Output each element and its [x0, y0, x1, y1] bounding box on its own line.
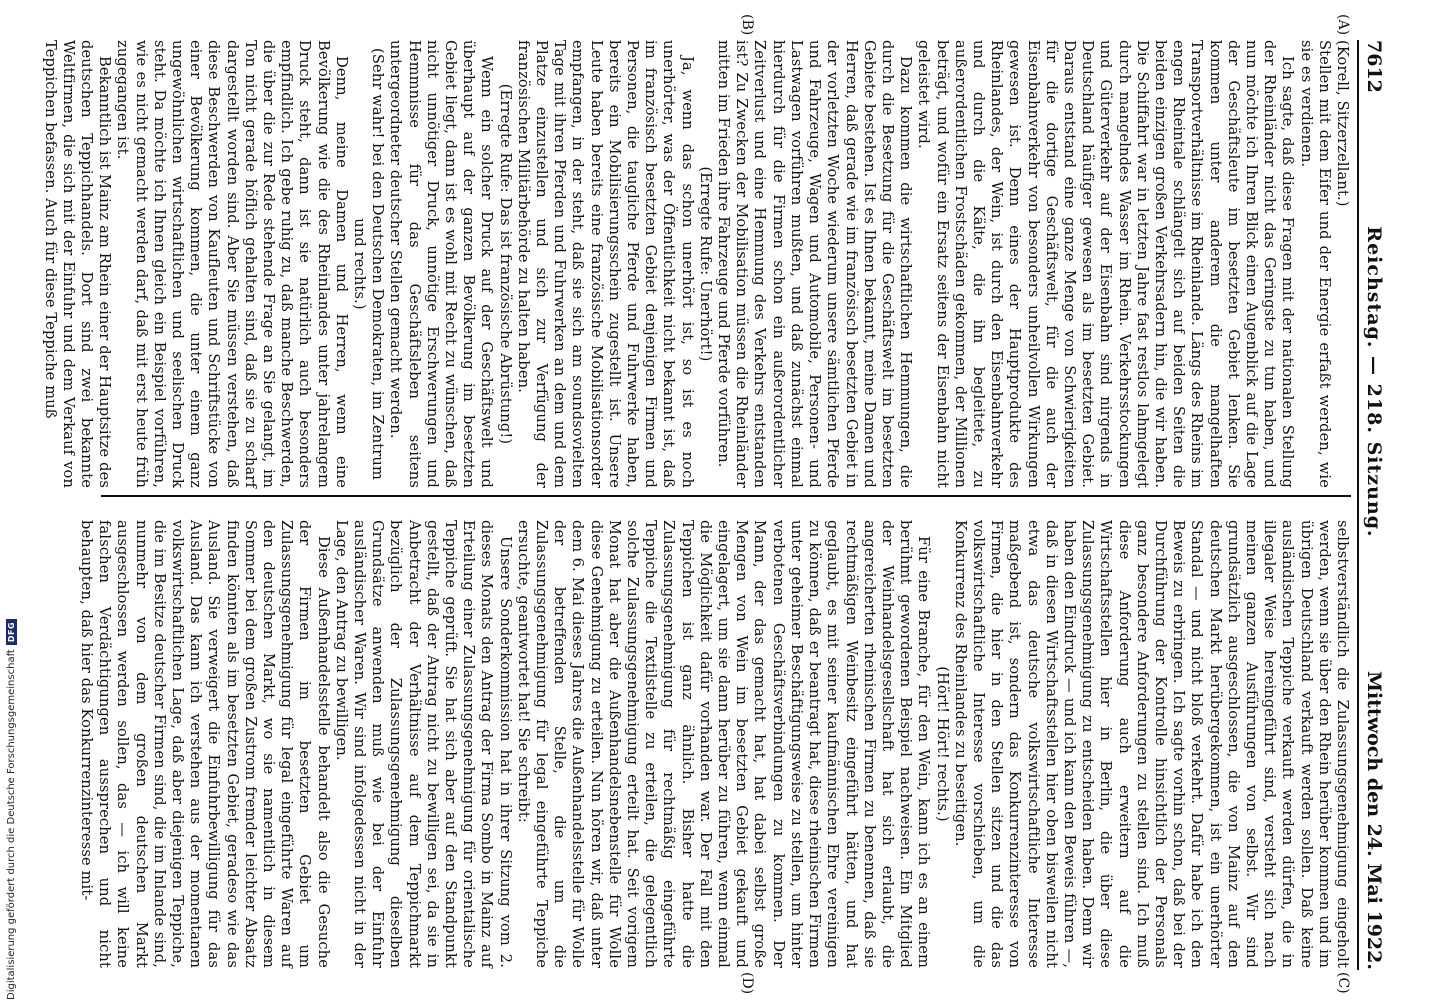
- paragraph: (Erregte Rufe: Unerhört!): [696, 166, 714, 362]
- margin-marker-b: (B): [739, 14, 755, 36]
- margin-marker-c: (C): [1335, 972, 1351, 994]
- paragraph: Dazu kommen die wirtschaftlichen Hemmungen, die durch die Besetzung für die Geschäftswelt im besetzten Gebiete bestehen. Ist es Ihnen bekannt, meine Damen und Herren, daß gerade wie im französisch besetzten Gebiet in der vorletzten Woche wiederum unsere sämtlichen Pferde und Fahrzeuge, Wagen und Automobile, Personen- und Lastwagen vorführen mußten, und daß zunächst einmal hierdurch für die Firmen schon ein außerordentlicher Zeitverlust und eine Hemmung des Verkehrs entstanden ist? Zu Zwecken der Mobilisation müssen die Rheinländer mitten im Frieden ihre Fahrzeuge und Pferde vorführen.: [715, 40, 915, 488]
- column-divider: [101, 495, 1351, 497]
- paragraph: Stellen mit dem Eifer und der Energie erfaßt werden, wie sie es verdienen.: [1297, 40, 1333, 488]
- paragraph: Ich sagte, daß diese Fragen mit der nationalen Stellung der Rheinländer nicht das Geringste zu tun haben, und nun möchte ich Ihren Blick einen Augenblick auf die Lage der Geschäftsleute im besetzten Gebiet lenken. Sie kommen unter anderem die mangelhaften Transportverhältnisse im Rheinlande. Längs des Rheins im engen Rheintale schlängelt sich auf beiden Seiten die beiden einzigen großen Verkehrsadern hin, die wir haben. Die Schiffahrt war in letzten Jahre fast restlos lahmgelegt durch mangelndes Wasser im Rhein. Verkehrsstockungen und Güterverkehr auf der Eisenbahn sind nirgends in Deutschland häufiger gewesen als im besetzten Gebiet. Daraus entstand eine ganze Menge von Schwierigkeiten für die dortige Geschäftswelt, für die auch der Eisenbahnverkehr von besonders unheilvollen Wirkungen gewesen ist. Denn eines der Hauptprodukte des Rheinlandes, der Wein, ist durch den Eisenbahnverkehr und durch die Kälte, die ihn begleitete, zu außerordentlichen Frostschäden gekommen, der Millionen beträgt, und wofür ein Ersatz seitens der Eisenbahn nicht geleistet wird.: [915, 40, 1297, 488]
- paragraph: Diese Außenhandelsstelle behandelt also die Gesuche der Firmen im besetzten Gebiet um Zulassungsgenehmigung für legal eingeführte Waren auf den deutschen Markt, wo sie namentlich in diesem Sommer bei dem großen Zustrom fremder leichter Absatz finden könnten als im besetzten Gebiet, geradeso wie das Ausland. Sie verweigert die Einfuhrbewilligung für das Ausland. Das kann ich verstehen aus der momentanen volkswirtschaftlichen Lage, daß aber diejenigen Teppiche, die im Besitze deutscher Firmen sind, die im Inlande sind, nunmehr von dem großen deutschen Markt ausgeschlossen werden sollen, das — ich will keine falschen Verdächtigungen aussprechen und nicht behaupten, daß hier das Konkurrenzinteresse mit-: [77, 520, 332, 968]
- paragraph: Wenn ein solcher Druck auf der Geschäftswelt und überhaupt auf der ganzen Bevölkerung im besetzten Gebiet liegt, dann ist es wohl mit Recht zu wünschen, daß nicht unnötiger Druck, unnötige Erschwerungen und Hemmnisse für das Geschäftsleben seitens untergeordneter deutscher Stellen gemacht werden.: [387, 40, 496, 488]
- paragraph: (Sehr wahr! bei den Deutschen Demokraten, im Zentrum und rechts.): [351, 48, 387, 480]
- rotated-page: [41, 0, 1395, 1000]
- paragraph: Bekanntlich ist Mainz am Rhein einer der Hauptsitze des deutschen Teppichhandels. Dort sind zwei bekannte Weltfirmen, die sich mit der Einfuhr und dem Verkauf von Teppichen befassen. Auch für diese Teppiche muß: [41, 40, 114, 489]
- paragraph: selbstverständlich die Zulassungsgenehmigung eingeholt werden, wenn sie über den Rhein herüber kommen und im übrigen Deutschland verkauft werden sollen. Daß keine ausländischen Teppiche verkauft werden dürfen, die in illegaler Weise hereingeführt sind, versteht sich nach meinen ganzen Ausführungen von selbst. Wir sind grundsätzlich ausgeschlossen, die von Mainz auf den deutschen Markt herübergekommen, ist ein unerhörter Standal — und nicht bloß verkehrt. Dafür habe ich den Beweis zu erbringen. Ich sagte vorhin schon, daß bei der Durchführung der Kontrolle hinsichtlich der Personals ganz besondere Anforderungen zu stellen sind. Ich muß diese Anforderung auch erweitern auf die Wirtschaftsstellen hier in Berlin, die über diese Zulassungsgenehmigung zu entscheiden haben. Denn wir haben den Eindruck — und ich kann den Beweis führen —, daß in diesen Wirtschaftsstellen hier oben bisweilen nicht etwa das deutsche volkswirtschaftliche Interesse maßgebend ist, sondern das Konkurrenzinteresse von Firmen, die hier in den Stellen sitzen und die das volkswirtschaftliche Interesse vorschieben, um die Konkurrenz des Rheinlandes zu beseitigen.: [951, 520, 1351, 968]
- paragraph: Ja, wenn das schon unerhört ist, so ist es noch unerhörter, was der Öffentlichkeit nicht bekannt ist, daß im französisch besetzten Gebiet denjenigen Firmen und Personen, die taugliche Pferde und Fuhrwerke haben, bereits ein Mobilisierungsschein zugestellt ist. Unsere Leute haben bereits eine französische Mobilisationsorder empfangen, in der steht, daß sie sich am soundsovielten Tage mit ihren Pferden und Fuhrwerken an dem und dem Platze einzustellen und sich zur Verfügung der französischen Militärbehörde zu halten haben.: [514, 40, 696, 488]
- paragraph: (Erregte Rufe: Das ist französische Abrüstung!): [496, 83, 514, 445]
- session-title: Reichstag. — 218. Sitzung.: [1363, 226, 1385, 538]
- right-column: [77, 520, 1351, 968]
- paragraph: Denn, meine Damen und Herren, wenn eine Bevölkerung wie die des Rheinlandes unter jahrelangem Druck steht, dann ist sie natürlich auch besonders empfindlich. Ich gebe ruhig zu, daß manche Beschwerden, die über die zur Rede stehende Frage an Sie gelangt, im Ton nicht gerade höflich gehalten sind, daß sie zu scharf dargestellt worden sind. Aber Sie müssen verstehen, daß diese Beschwerden von Kaufleuten und Schriftstücke von einer Bevölkerung kommen, die unter einem ganz ungewöhnlichen wirtschaftlichen und seelischen Druck steht. Da möchte ich Ihnen gleich ein Beispiel vorführen, wie es nicht gemacht werden darf, daß mit erst heute früh zugegangen ist.: [114, 40, 350, 488]
- digitization-credit: [6, 619, 17, 1000]
- page-header: [1357, 40, 1389, 970]
- margin-marker-d: (D): [739, 972, 755, 995]
- margin-marker-a: (A): [1335, 14, 1351, 36]
- paragraph: Unsere Sonderkommission hat in ihrer Sitzung vom 2. dieses Monats den Antrag der Firma Sombo in Mainz auf Erteilung einer Zulassungsgenehmigung für orientalische Teppiche geprüft. Sie hat sich aber auf den Standpunkt gestellt, daß der Antrag nicht zu bewilligen sei, da sie in Anbetracht der Verhältnisse auf dem Teppichmarkt bezüglich der Zulassungsgenehmigung dieselben Grundsätze anwenden muß wie bei der Einfuhr ausländischer Waren. Wir sind infolgedessen nicht in der Lage, den Antrag zu bewilligen.: [332, 520, 514, 968]
- paragraph: (Korell, Sitzerzellant.): [1334, 40, 1351, 207]
- dfg-logo: DFG: [6, 619, 17, 645]
- paragraph: Für eine Branche, für den Wein, kann ich es an einem berühmt gewordenen Beispiel nachweisen. Ein Mitglied der Weinhandelsgesellschaft hat sich erlaubt, die angereicherten rheinischen Firmen zu benennen, daß sie rechtmäßigen Weinbesitz eingeführt hätten, und hat geglaubt, es mit seiner kaufmännischen Ehre vereinigen zu können, daß er beantragt hat, diese rheinischen Firmen unter geheimer Beschäftigungsweise zu stellen, um hinter verbotenen Geschäftsverbindungen zu kommen. Der Mann, der das gemacht hat, hat dabei selbst große Mengen von Wein im besetzten Gebiet gekauft und eingelagert, um sie dann herüber zu führen, wenn einmal die Möglichkeit dafür vorhanden war. Der Fall mit den Teppichen ist ganz ähnlich. Bisher hatte die Zulassungsgenehmigung für rechtmäßig eingeführte Teppiche die Textilstelle zu erteilen, die gelegentlich solche Zulassungsgenehmigung erteilt hat. Seit vorigem Monat hat aber die Außenhandelsnebenstelle für Wolle diese Genehmigung zu erteilen. Nun hören wir, daß unter dem 6. Mai dieses Jahres die Außenhandelsstelle für Wolle der betreffenden Stelle, die um die Zulassungsgenehmigung für legal eingeführte Teppiche ersuchte, geantwortet hat! Sie schreibt:: [514, 520, 933, 968]
- page-number: 7612: [1363, 40, 1385, 93]
- left-column: [40, 40, 1351, 488]
- paragraph: (Hört! Hört! rechts.): [933, 666, 951, 822]
- credit-text: Digitalisierung gefördert durch die Deutsche Forschungsgemeinschaft: [6, 649, 17, 1000]
- session-date: Mittwoch den 24. Mai 1922.: [1363, 671, 1385, 970]
